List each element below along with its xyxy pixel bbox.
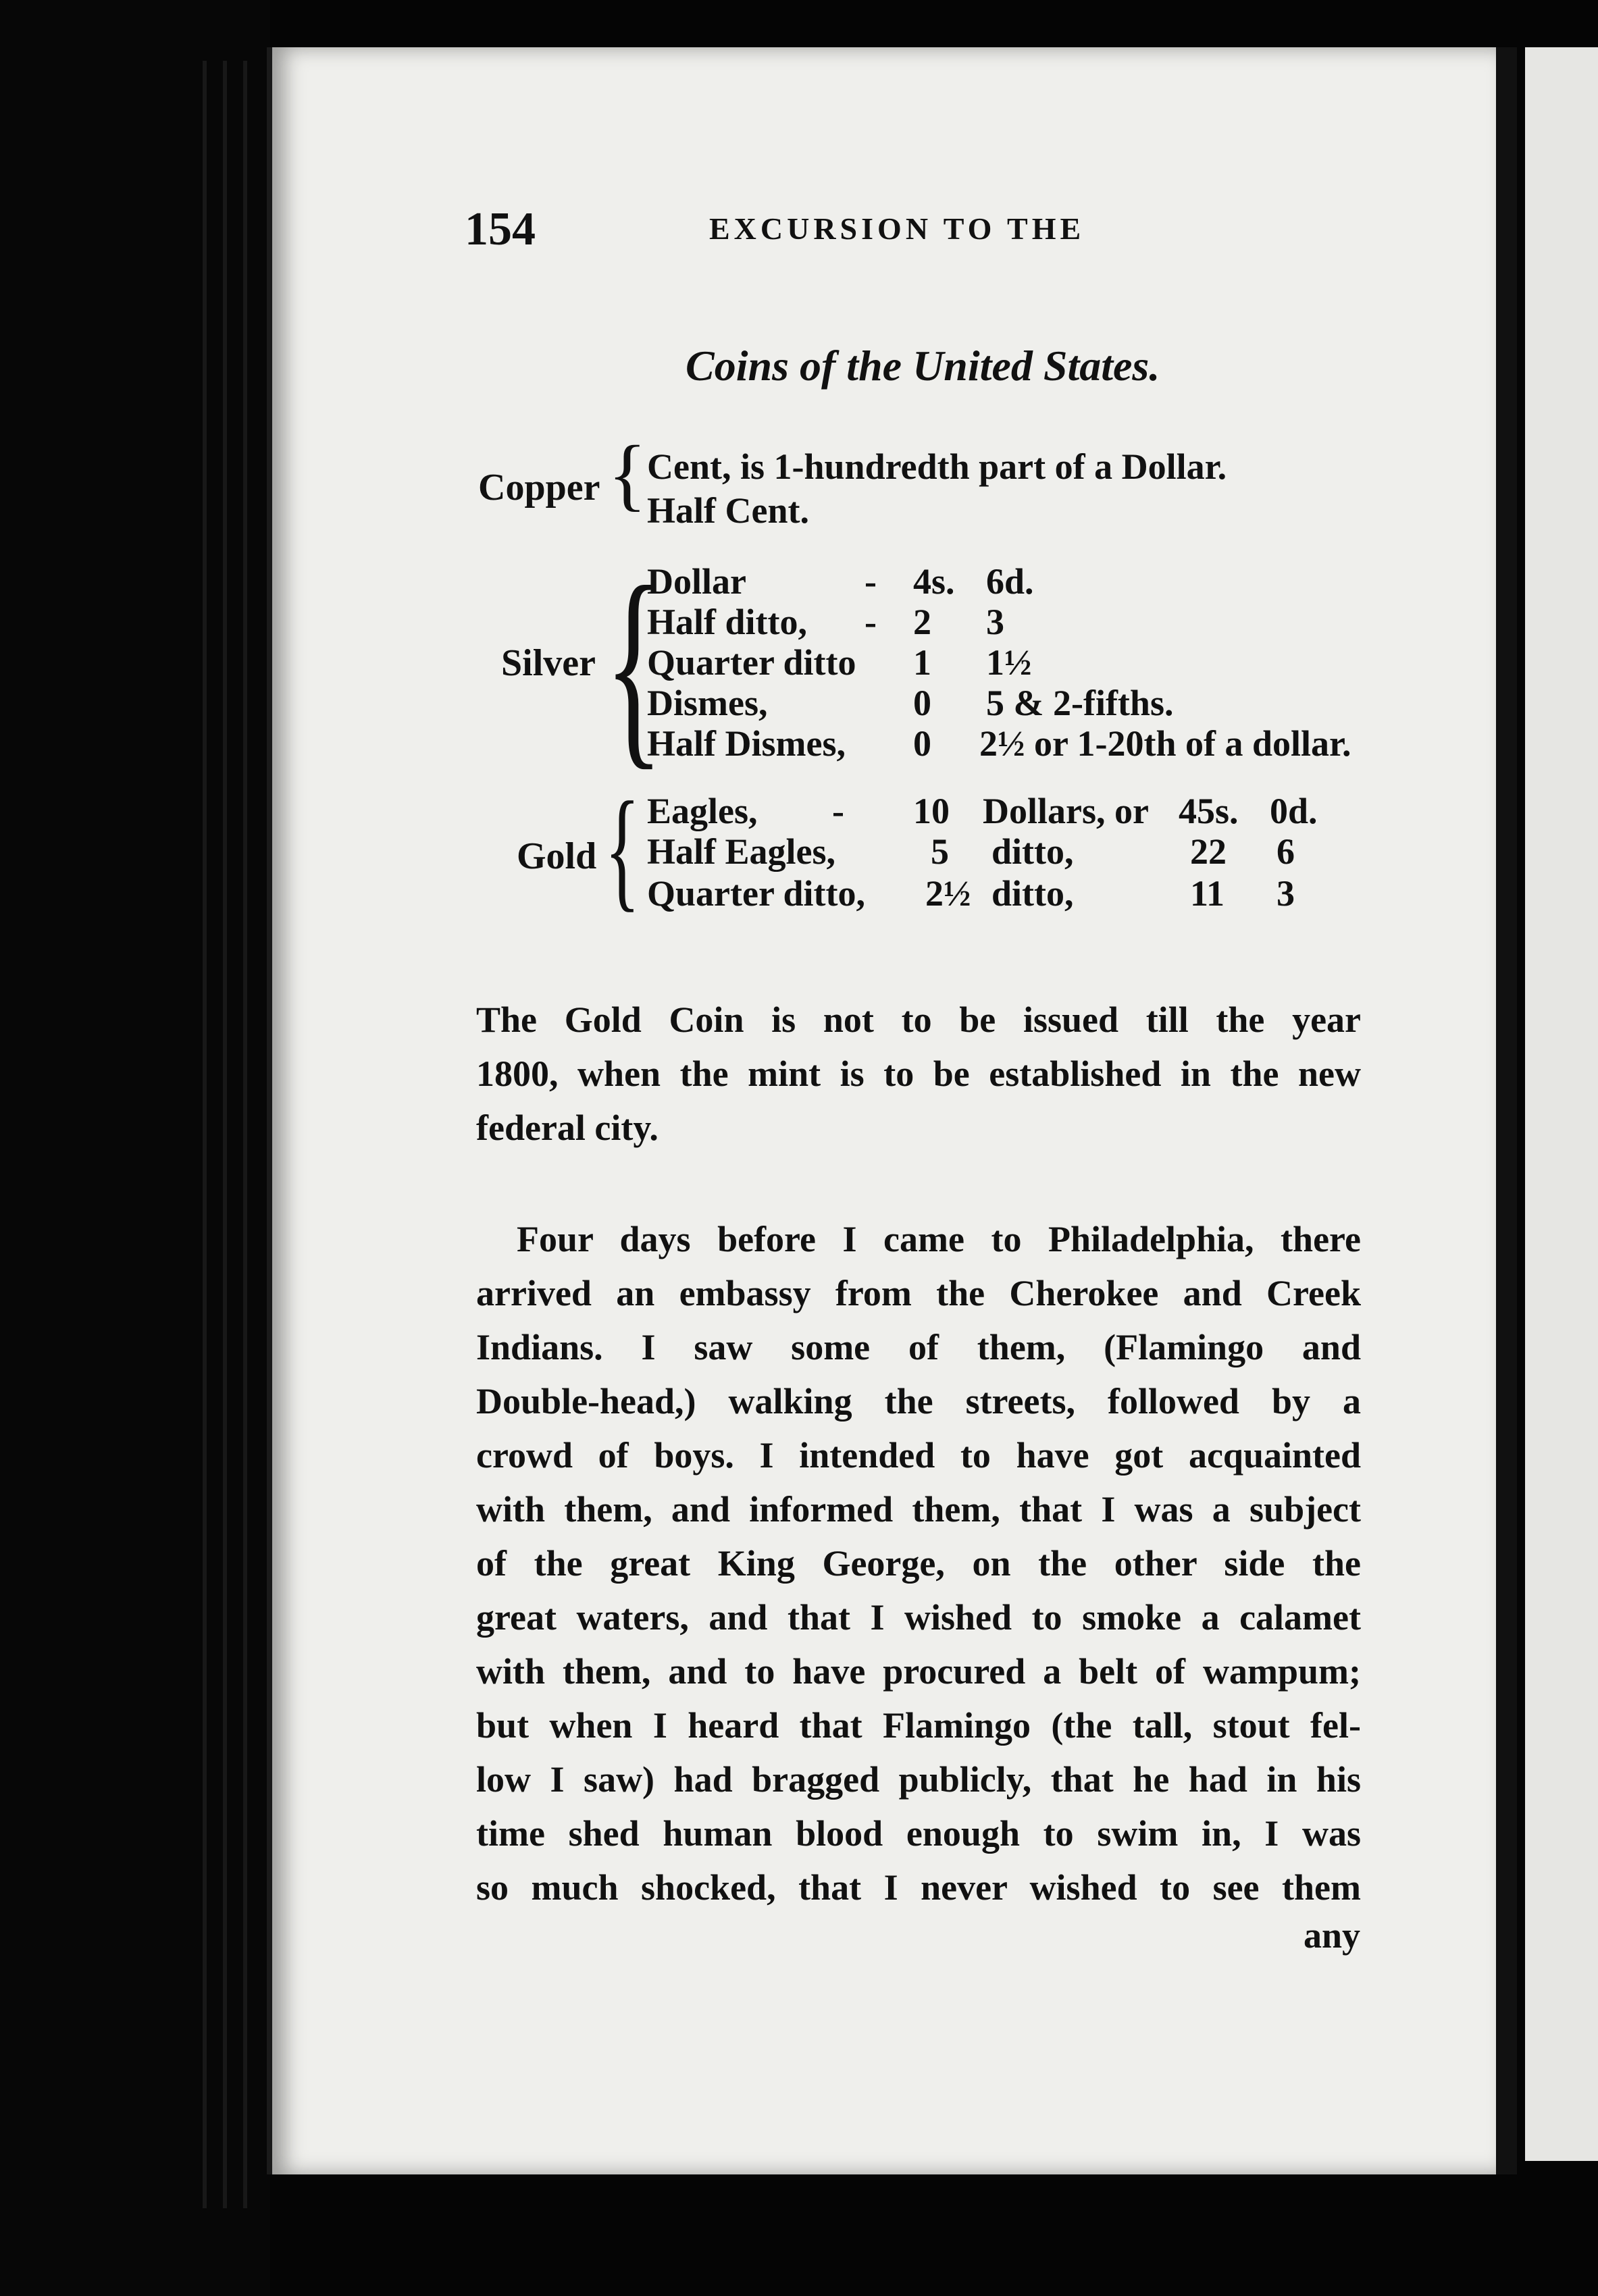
text-line: low I saw) had bragged publicly, that he had in his	[476, 1759, 1361, 1800]
page-edge	[243, 61, 247, 2208]
paragraph-embassy	[476, 1212, 1361, 1914]
page-edge	[203, 61, 207, 2208]
text-line: Double-head,) walking the streets, followed by a	[476, 1381, 1361, 1421]
text-line: with them, and to have procured a belt of wampum;	[476, 1651, 1361, 1692]
text-line: with them, and informed them, that I was a subject	[476, 1489, 1361, 1530]
text-line: great waters, and that I wished to smoke a calamet	[476, 1597, 1361, 1638]
copper-row: Cent, is 1-hundredth part of a Dollar.	[647, 446, 1227, 487]
gold-label: Gold	[517, 835, 597, 877]
paragraph-gold-coin	[476, 993, 1361, 1155]
text-line: time shed human blood enough to swim in, I was	[476, 1813, 1361, 1854]
section-title: Coins of the United States.	[686, 342, 1160, 390]
catchword: any	[1304, 1915, 1361, 1956]
facing-page	[1525, 47, 1598, 2161]
copper-row: Half Cent.	[647, 490, 809, 531]
copper-label: Copper	[478, 467, 600, 508]
text-line: federal city.	[476, 1107, 659, 1148]
silver-label: Silver	[501, 642, 596, 684]
text-line: 1800, when the mint is to be established in the new	[476, 1053, 1361, 1094]
gold-brace: {	[604, 775, 640, 924]
text-line: of the great King George, on the other side the	[476, 1543, 1361, 1584]
text-line: crowd of boys. I intended to have got acquainted	[476, 1435, 1361, 1476]
page-edge	[223, 61, 227, 2208]
page-number: 154	[465, 203, 536, 255]
text-line: The Gold Coin is not to be issued till the year	[476, 999, 1361, 1040]
text-line: but when I heard that Flamingo (the tall, stout fel-	[476, 1705, 1361, 1746]
text-line: so much shocked, that I never wished to see them	[476, 1867, 1361, 1908]
text-line: Four days before I came to Philadelphia, there	[517, 1219, 1361, 1259]
text-line: arrived an embassy from the Cherokee and Creek	[476, 1273, 1361, 1313]
running-title: EXCURSION TO THE	[709, 211, 1085, 246]
text-line: Indians. I saw some of them, (Flamingo and	[476, 1327, 1361, 1367]
copper-brace: {	[608, 429, 647, 519]
silver-brace: {	[604, 542, 664, 788]
book-spine	[0, 0, 270, 2296]
